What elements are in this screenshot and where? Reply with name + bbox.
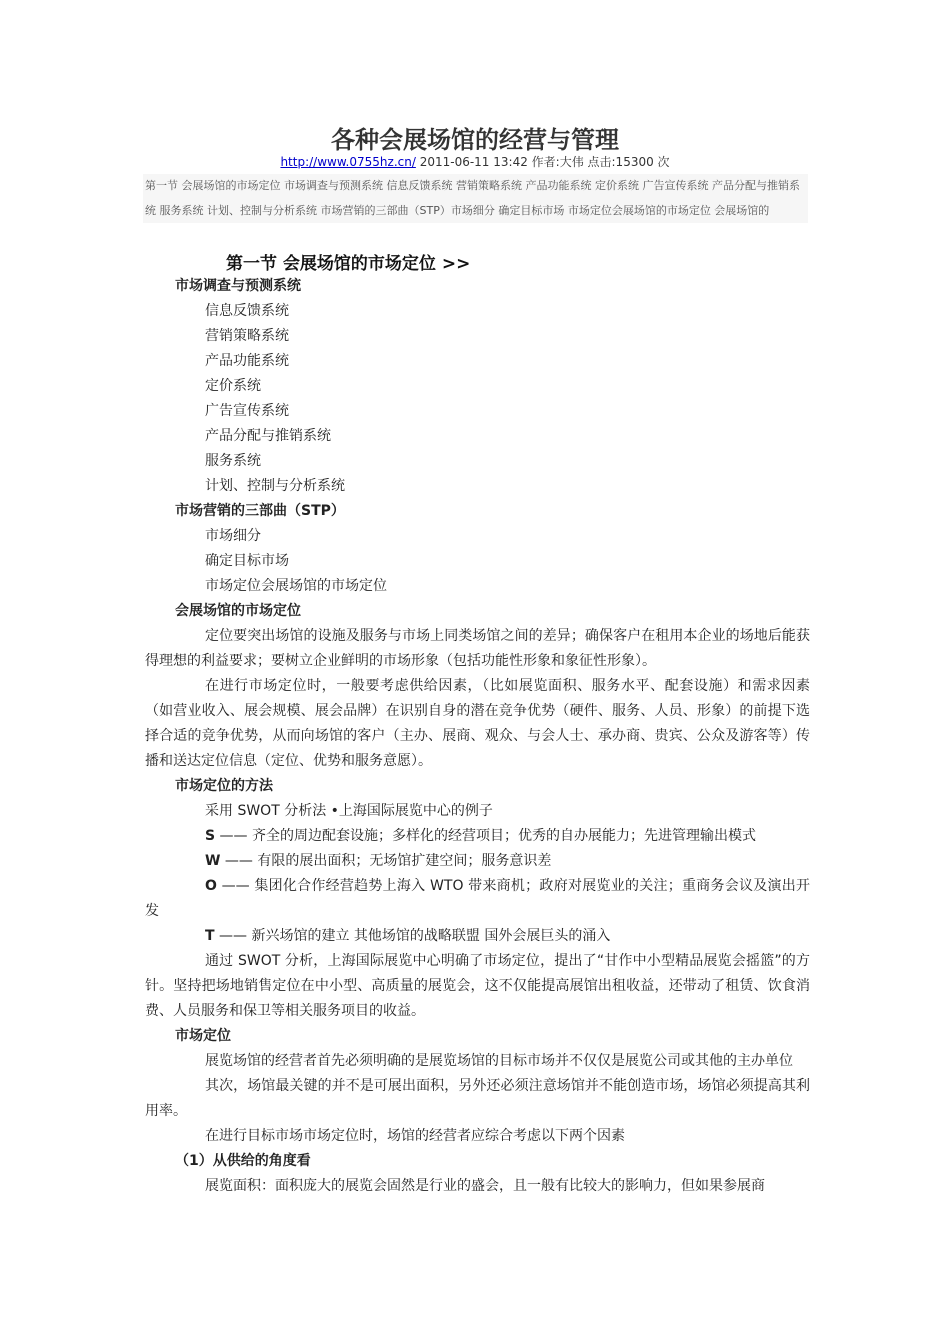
outline-item: 计划、控制与分析系统 xyxy=(205,478,345,494)
swot-label: S xyxy=(205,828,216,844)
swot-threats xyxy=(145,924,810,949)
outline-item: 信息反馈系统 xyxy=(205,303,289,319)
paragraph: 展览面积：面积庞大的展览会固然是行业的盛会，且一般有比较大的影响力，但如果参展商 xyxy=(205,1178,765,1194)
outline-item: 营销策略系统 xyxy=(205,328,289,344)
heading-market-research: 市场调查与预测系统 xyxy=(175,278,301,294)
swot-intro: 采用 SWOT 分析法 •上海国际展览中心的例子 xyxy=(205,803,493,819)
outline-item: 广告宣传系统 xyxy=(205,403,289,419)
section-title: 第一节 会展场馆的市场定位 >> xyxy=(226,254,471,274)
heading-market-positioning: 市场定位 xyxy=(175,1028,231,1044)
swot-text: —— 有限的展出面积；无场馆扩建空间；服务意识差 xyxy=(220,853,552,869)
paragraph xyxy=(145,1074,810,1124)
article-meta-info: 2011-06-11 13:42 作者:大伟 点击:15300 次 xyxy=(419,155,670,169)
heading-venue-positioning: 会展场馆的市场定位 xyxy=(175,603,301,619)
outline-item: 市场细分 xyxy=(205,528,261,544)
heading-positioning-methods: 市场定位的方法 xyxy=(175,778,273,794)
paragraph-text: 通过 SWOT 分析，上海国际展览中心明确了市场定位，提出了“甘作中小型精品展览会摇篮”的方针。坚持把场地销售定位在中小型、高质量的展览会，这不仅能提高展馆出租收益，还带动了租赁、饮食消费、人员服务和保卫等相关服务项目的收益。 xyxy=(145,953,810,1019)
paragraph-text: 展览场馆的经营者首先必须明确的是展览场馆的目标市场并不仅仅是展览公司或其他的主办单位 xyxy=(205,1053,793,1069)
paragraph-text: 定位要突出场馆的设施及服务与市场上同类场馆之间的差异；确保客户在租用本企业的场地后能获得理想的利益要求；要树立企业鲜明的市场形象（包括功能性形象和象征性形象）。 xyxy=(145,628,810,669)
paragraph: 在进行目标市场市场定位时，场馆的经营者应综合考虑以下两个因素 xyxy=(205,1128,625,1144)
paragraph xyxy=(145,624,810,674)
source-link[interactable]: http://www.0755hz.cn/ xyxy=(280,155,416,169)
paragraph xyxy=(145,949,810,1024)
swot-text: —— 集团化合作经营趋势上海入 WTO 带来商机；政府对展览业的关注；重商务会议及演出开发 xyxy=(145,878,810,919)
outline-item: 确定目标市场 xyxy=(205,553,289,569)
article-title: 各种会展场馆的经营与管理 xyxy=(331,126,619,154)
swot-strengths xyxy=(145,824,810,849)
heading-stp: 市场营销的三部曲（STP） xyxy=(175,503,345,519)
heading-supply-side: （1）从供给的角度看 xyxy=(175,1153,311,1169)
swot-text: —— 齐全的周边配套设施；多样化的经营项目；优秀的自办展能力；先进管理输出模式 xyxy=(215,828,756,844)
paragraph xyxy=(145,1049,810,1074)
swot-opportunities xyxy=(145,874,810,924)
swot-weaknesses xyxy=(145,849,810,874)
swot-text: —— 新兴场馆的建立 其他场馆的战略联盟 国外会展巨头的涌入 xyxy=(214,928,611,944)
outline-item: 产品功能系统 xyxy=(205,353,289,369)
paragraph-text: 其次，场馆最关键的并不是可展出面积，另外还必须注意场馆并不能创造市场，场馆必须提高其利用率。 xyxy=(145,1078,810,1119)
paragraph-text: 在进行市场定位时，一般要考虑供给因素，（比如展览面积、服务水平、配套设施）和需求因素（如营业收入、展会规模、展会品牌）在识别自身的潜在竞争优势（硬件、服务、人员、形象）的前提下选择合适的竞争优势，从而向场馆的客户（主办、展商、观众、与会人士、承办商、贵宾、公众及游客等）传播和送达定位信息（定位、优势和服务意愿）。 xyxy=(145,678,810,769)
article-summary: 第一节 会展场馆的市场定位 市场调查与预测系统 信息反馈系统 营销策略系统 产品功能系统 定价系统 广告宣传系统 产品分配与推销系统 服务系统 计划、控制与分析系统 市场营销的三部曲（STP）市场细分 确定目标市场 市场定位会展场馆的市场定位 会展场馆的 xyxy=(143,174,808,223)
outline-item: 市场定位会展场馆的市场定位 xyxy=(205,578,387,594)
article-body xyxy=(145,274,810,1199)
outline-item: 定价系统 xyxy=(205,378,261,394)
paragraph xyxy=(145,674,810,774)
swot-label: W xyxy=(205,853,221,869)
article-meta xyxy=(0,153,950,170)
outline-item: 服务系统 xyxy=(205,453,261,469)
swot-label: T xyxy=(205,928,215,944)
swot-label: O xyxy=(205,878,217,894)
outline-item: 产品分配与推销系统 xyxy=(205,428,331,444)
